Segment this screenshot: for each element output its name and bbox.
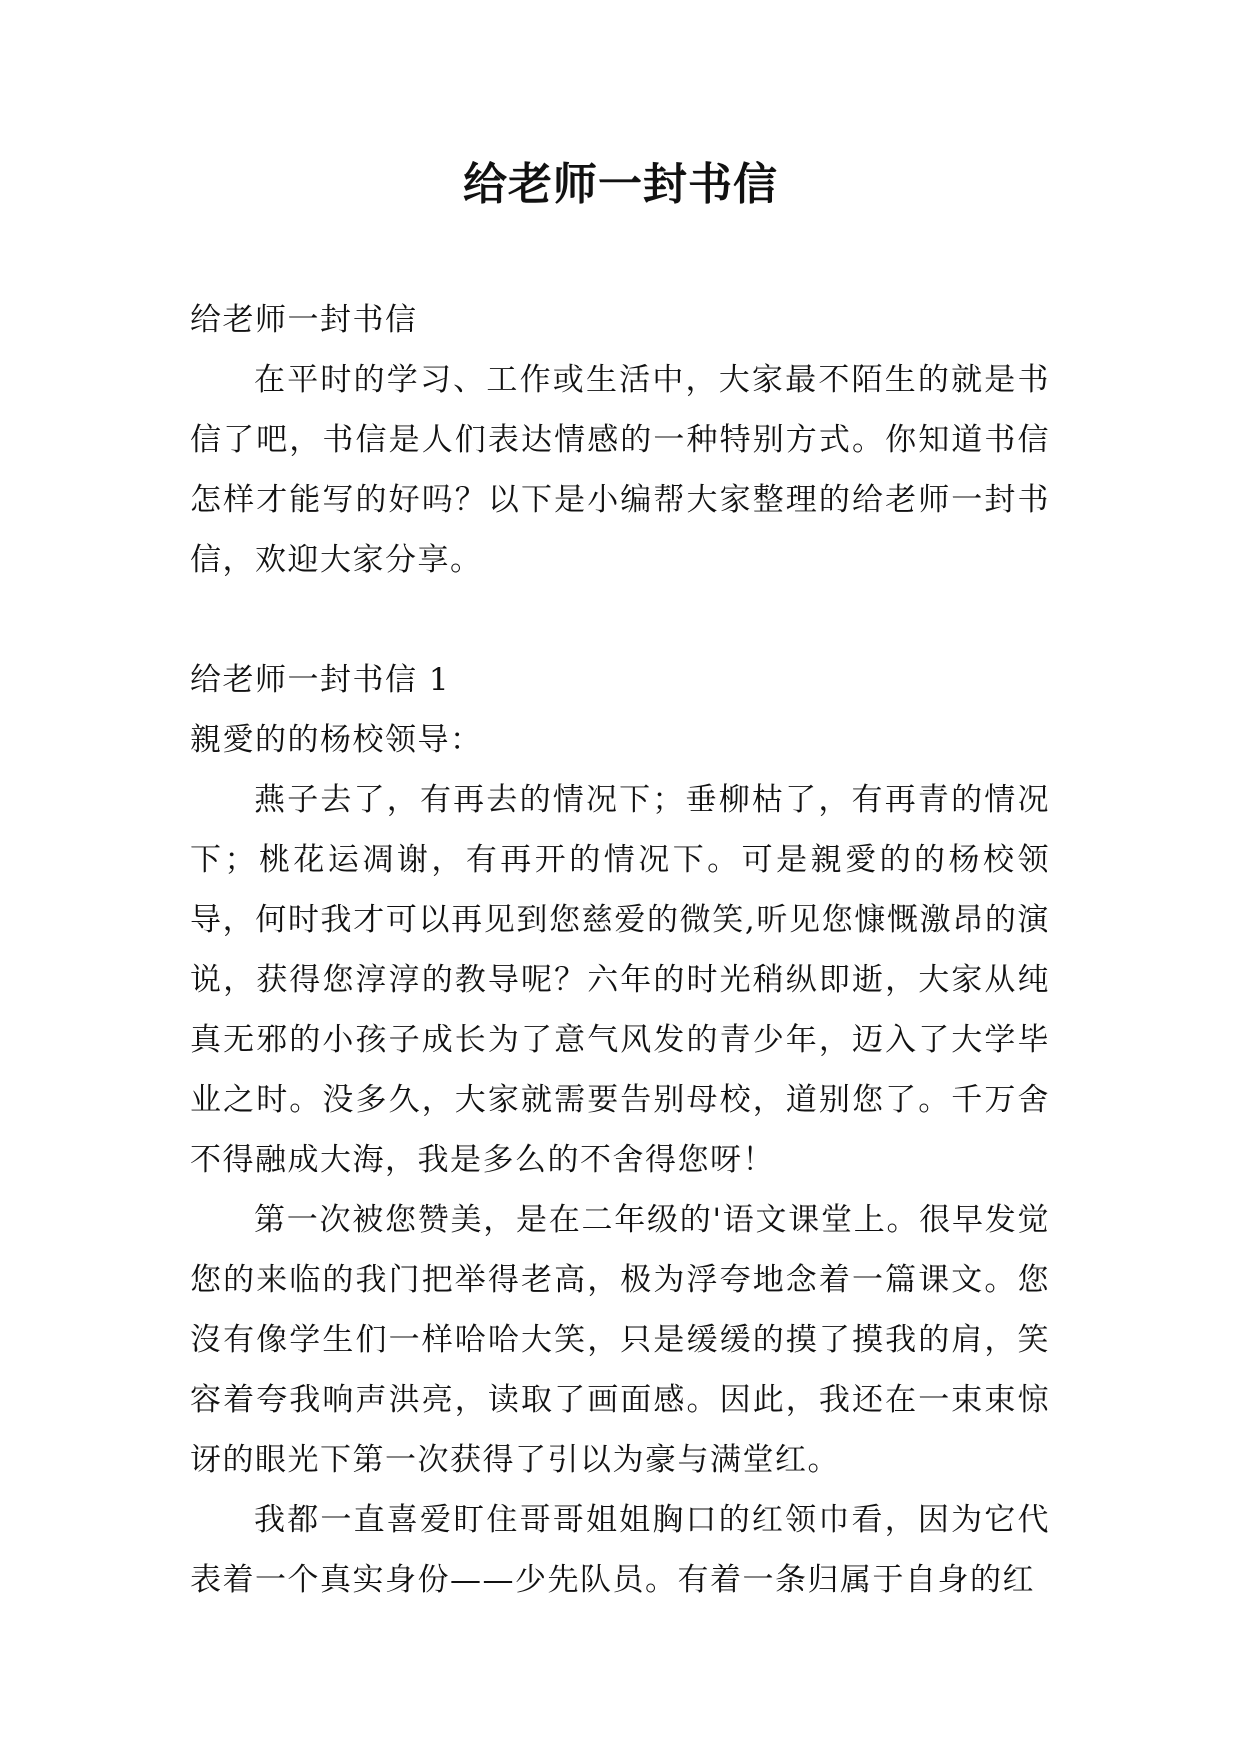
intro-heading: 给老师一封书信 <box>190 302 418 338</box>
body-paragraph-2: 第一次被您赞美，是在二年级的'语文课堂上。很早发觉您的来临的我门把举得老高，极为浮夸地念着一篇课文。您沒有像学生们一样哈哈大笑，只是缓缓的摸了摸我的肩，笑容着夸我响声洪亮，读取了画面感。因此，我还在一束束惊讶的眼光下第一次获得了引以为豪与满堂红。 <box>190 1202 1050 1478</box>
body-paragraph-1: 燕子去了，有再去的情况下；垂柳枯了，有再青的情况下；桃花运凋谢，有再开的情况下。可是親愛的的杨校领导，何时我才可以再见到您慈爱的微笑,听见您慷慨激昂的演说，获得您淳淳的教导呢？六年的时光稍纵即逝，大家从纯真无邪的小孩子成长为了意气风发的青少年，迈入了大学毕业之时。没多久，大家就需要告别母校，道别您了。千万舍不得融成大海，我是多么的不舍得您呀！ <box>190 782 1050 1178</box>
body-paragraph-3: 我都一直喜爱盯住哥哥姐姐胸口的红领巾看，因为它代表着一个真实身份——少先队员。有着一条归属于自身的红 <box>190 1502 1050 1598</box>
letter-salutation: 親愛的的杨校领导： <box>190 722 483 758</box>
document-title: 给老师一封书信 <box>463 159 778 210</box>
intro-paragraph: 在平时的学习、工作或生活中，大家最不陌生的就是书信了吧，书信是人们表达情感的一种特别方式。你知道书信怎样才能写的好吗？以下是小编帮大家整理的给老师一封书信，欢迎大家分享。 <box>190 362 1050 578</box>
document-body <box>190 290 1050 1610</box>
section-heading-1: 给老师一封书信 1 <box>190 662 451 698</box>
